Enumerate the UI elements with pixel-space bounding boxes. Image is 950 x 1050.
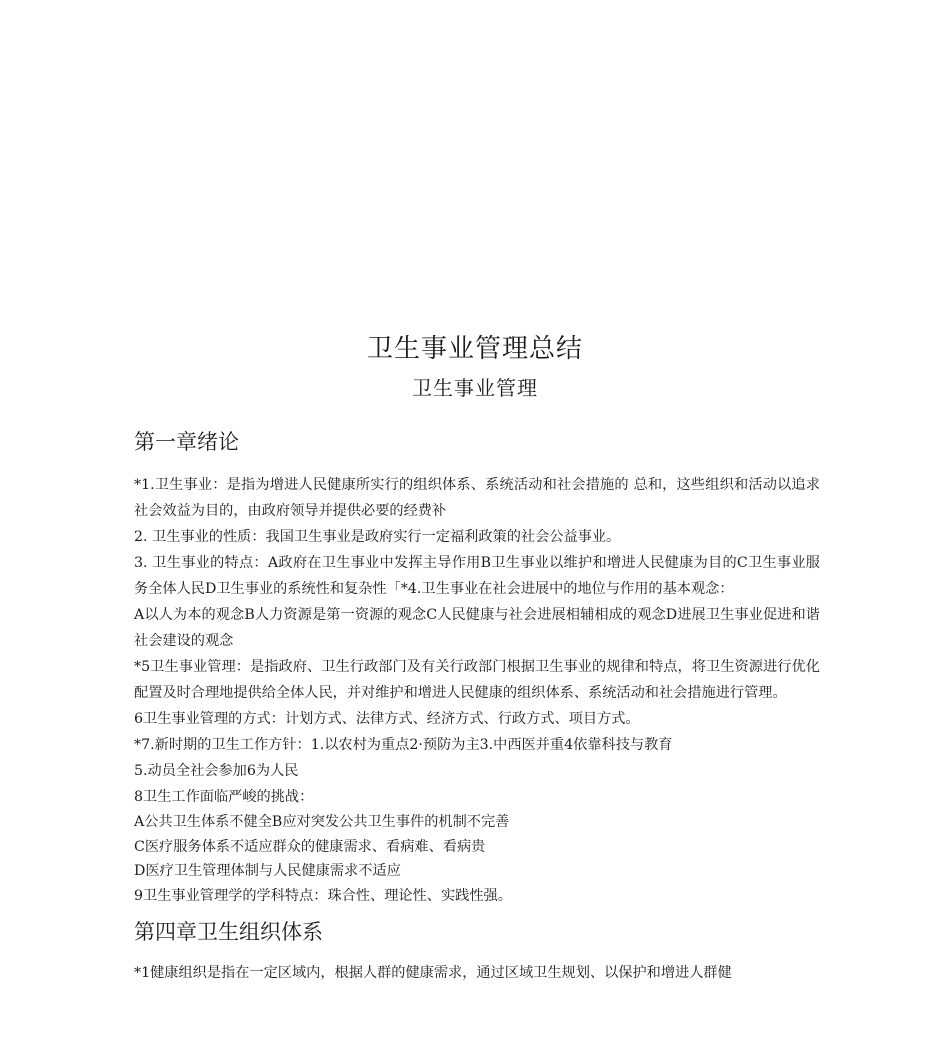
paragraph: A公共卫生体系不健全B应对突发公共卫生事件的机制不完善 xyxy=(134,814,510,830)
paragraph: 9卫生事业管理学的学科特点：珠合性、理论性、实践性强。 xyxy=(134,887,512,904)
paragraph: D医疗卫生管理体制与人民健康需求不适应 xyxy=(134,863,401,879)
paragraph: *5卫生事业管理：是指政府、卫生行政部门及有关行政部门根据卫生事业的规律和特点，将卫生资源进行优化配置及时合理地提供给全体人民，并对维护和增进人民健康的组织体系、系统活动和社会措施进行管理。 xyxy=(134,659,820,701)
document-body xyxy=(134,424,820,986)
paragraph: 8卫生工作面临严峻的挑战： xyxy=(134,789,314,805)
section-heading-chapter-4: 第四章卫生组织体系 xyxy=(134,920,323,944)
paragraph: 6卫生事业管理的方式：计划方式、法律方式、经济方式、行政方式、项目方式。 xyxy=(134,711,640,727)
paragraph: A以人为本的观念B人力资源是第一资源的观念C人民健康与社会进展相辅相成的观念D进展卫生事业促进和谐社会建设的观念 xyxy=(134,607,820,649)
paragraph: *7.新时期的卫生工作方针：1.以农村为重点2·预防为主3.中西医并重4依靠科技与教育 xyxy=(134,737,673,753)
paragraph: *1健康组织是指在一定区域内，根据人群的健康需求，通过区域卫生规划、以保护和增进人群健 xyxy=(134,965,732,981)
paragraph: *1.卫生事业：是指为增进人民健康所实行的组织体系、系统活动和社会措施的 总和，这些组织和活动以追求社会效益为目的，由政府领导并提供必要的经费补 xyxy=(134,477,820,519)
section-heading-chapter-1: 第一章绪论 xyxy=(134,430,239,454)
paragraph: C医疗服务体系不适应群众的健康需求、看病难、看病贵 xyxy=(134,838,486,855)
paragraph: 3. 卫生事业的特点：A政府在卫生事业中发挥主导作用B卫生事业以维护和增进人民健康为目的C卫生事业服务全体人民D卫生事业的系统性和复杂性「*4.卫生事业在社会进展中的地位与作用的基本观念： xyxy=(134,555,820,597)
document-subtitle: 卫生事业管理 xyxy=(412,376,538,400)
paragraph: 5.动员全社会参加6为人民 xyxy=(134,763,299,779)
paragraph: 2. 卫生事业的性质：我国卫生事业是政府实行一定福利政策的社会公益事业。 xyxy=(134,529,621,545)
document-title: 卫生事业管理总结 xyxy=(366,334,583,364)
